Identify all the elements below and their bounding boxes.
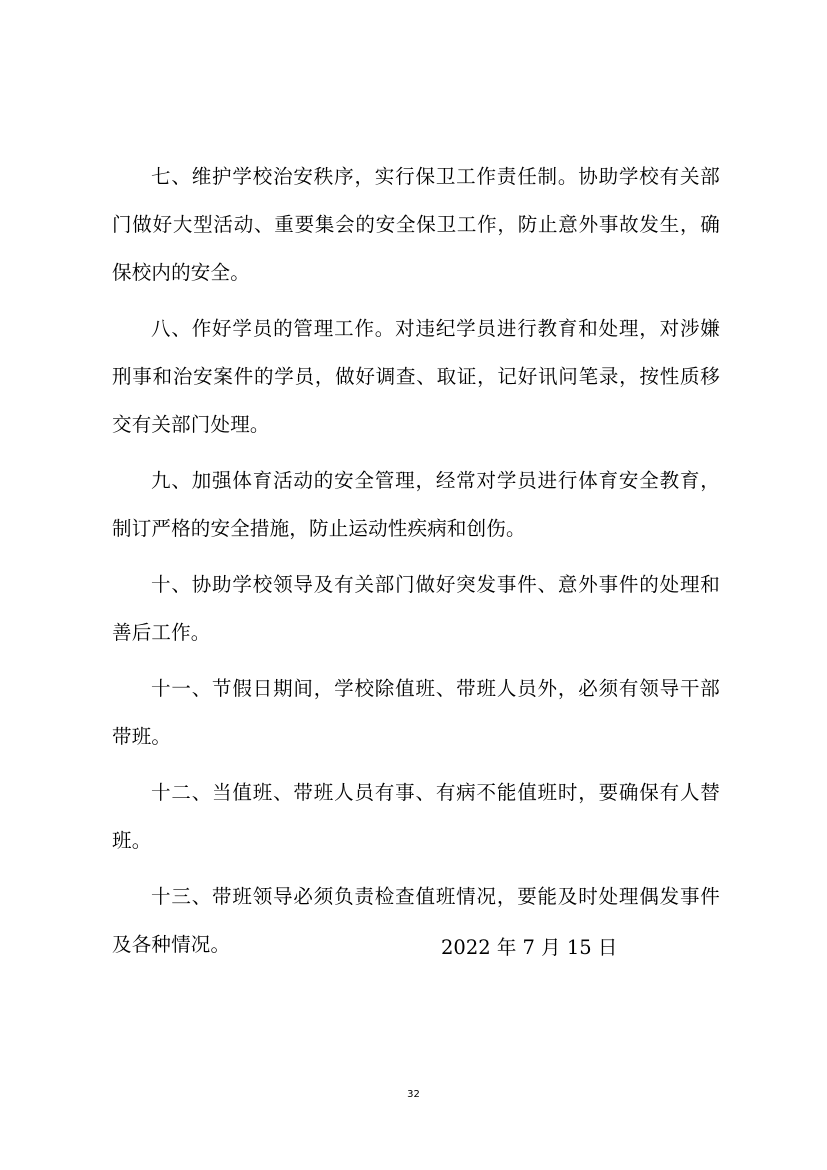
paragraph-13: 十三、带班领导必须负责检查值班情况，要能及时处理偶发事件及各种情况。 — [112, 885, 720, 956]
paragraph-11: 十一、节假日期间，学校除值班、带班人员外，必须有领导干部带班。 — [112, 677, 720, 748]
paragraph-12: 十二、当值班、带班人员有事、有病不能值班时，要确保有人替班。 — [112, 781, 720, 852]
paragraph-10: 十、协助学校领导及有关部门做好突发事件、意外事件的处理和善后工作。 — [112, 573, 720, 644]
page-number: 32 — [407, 1089, 420, 1100]
paragraph-8: 八、作好学员的管理工作。对违纪学员进行教育和处理，对涉嫌刑事和治安案件的学员，做好调查、取证，记好讯问笔录，按性质移交有关部门处理。 — [112, 317, 720, 436]
document-body — [112, 153, 720, 977]
document-date: 2022 年 7 月 15 日 — [441, 936, 618, 959]
paragraph-9: 九、加强体育活动的安全管理，经常对学员进行体育安全教育，制订严格的安全措施，防止运动性疾病和创伤。 — [112, 469, 720, 540]
paragraph-7: 七、维护学校治安秩序，实行保卫工作责任制。协助学校有关部门做好大型活动、重要集会的安全保卫工作，防止意外事故发生，确保校内的安全。 — [112, 165, 720, 284]
